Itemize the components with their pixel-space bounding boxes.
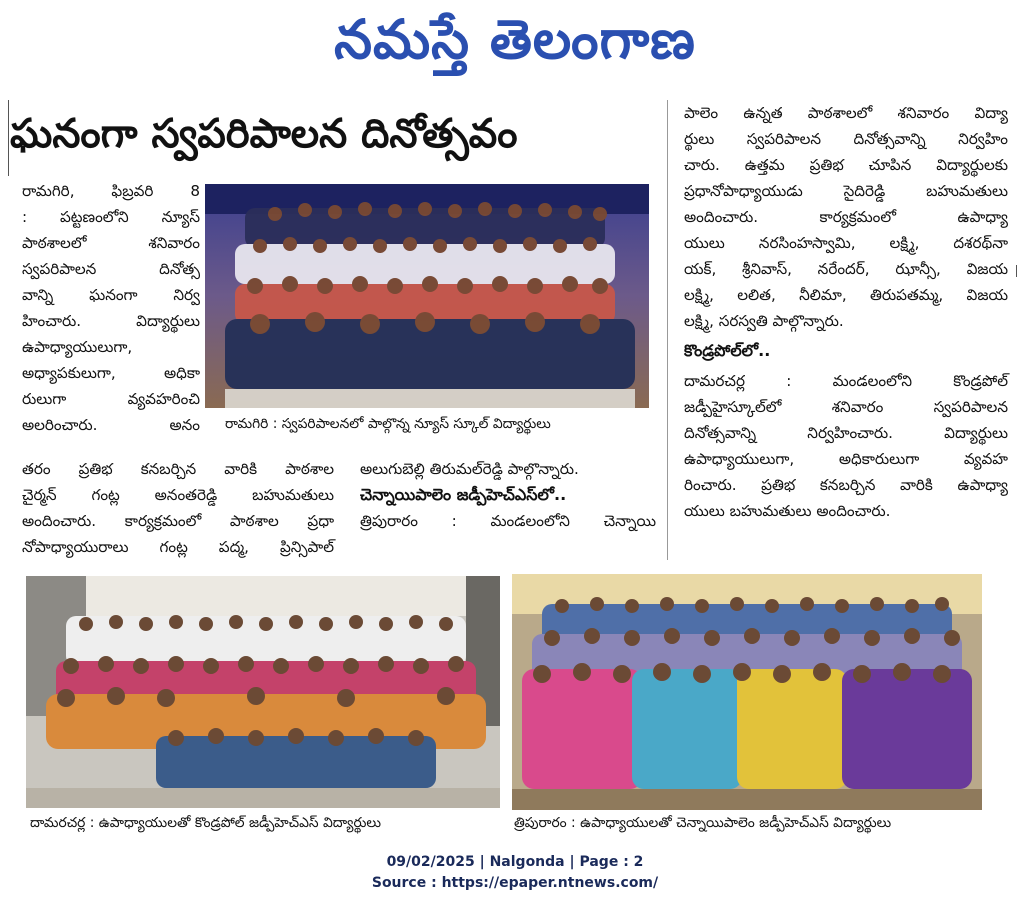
column-rule-left [8,100,9,176]
text-line: వాన్ని ఘనంగా నిర్వ [22,286,200,304]
text-line: తరం ప్రతిభ కనబర్చిన వారికి పాఠశాల [22,460,334,478]
text-line: అలరించారు. అనం [22,416,200,434]
text-line: అందించారు. కార్యక్రమంలో ఉపాధ్యా [684,208,1008,226]
newspaper-masthead: నమస్తే తెలంగాణ [334,7,696,71]
photo-ramagiri-students [205,184,649,408]
text-line: జడ్పీహైస్కూల్‌లో శనివారం స్వపరిపాలన [684,398,1008,416]
text-line: యులు బహుమతులు అందించారు. [684,502,891,520]
text-line: లక్ష్మి, లలిత, నీలిమా, తిరుపతమ్మ, విజయ [684,286,1008,304]
section-subhead-kondrapol: కొండ్రపోల్‌లో.. [684,341,771,360]
text-line: హించారు. విద్యార్థులు [22,312,200,330]
text-line: పాఠశాలలో శనివారం [22,234,200,252]
photo-chennaipalem-students [512,574,982,810]
text-line: యులు నరసింహస్వామి, లక్ష్మి, దశరథ్‌నా [684,234,1008,252]
text-line: పాలెం ఉన్నత పాఠశాలలో శనివారం విద్యా [684,104,1008,122]
article-column-middle [360,456,656,534]
caption-photo-top: రామగిరి : స్వపరిపాలనలో పాల్గొన్న న్యూస్ స్కూల్ విద్యార్థులు [225,416,551,432]
text-line: చైర్మన్ గంట్ల అనంతరెడ్డి బహుమతులు [22,486,334,504]
text-line: చారు. ఉత్తమ ప్రతిభ చూపిన విద్యార్థులకు [684,156,1008,174]
text-line: దినోత్సవాన్ని నిర్వహించారు. విద్యార్థులు [684,424,1008,442]
article-column-left [22,178,200,438]
text-line: లక్ష్మి, సరస్వతి పాల్గొన్నారు. [684,312,844,330]
photo-kondrapol-students [26,576,500,808]
text-line: రామగిరి, ఫిబ్రవరి 8 [22,182,200,200]
text-line: నోపాధ్యాయురాలు గంట్ల పద్మ, ప్రిన్సిపాల్ [22,538,334,556]
text-line: అధ్యాపకులుగా, అధికా [22,364,200,382]
article-column-left-continued [22,456,334,560]
text-line: అలుగుబెల్లి తిరుమల్‌రెడ్డి పాల్గొన్నారు. [360,460,579,478]
caption-photo-bottom-left: దామరచర్ల : ఉపాధ్యాయులతో కొండ్రపోల్ జడ్పీహెచ్ఎస్ విద్యార్థులు [30,815,381,831]
text-line: : పట్టణంలోని న్యూస్ [22,208,200,226]
text-line: రించారు. ప్రతిభ కనబర్చిన వారికి ఉపాధ్యా [684,476,1008,494]
article-headline: ఘనంగా స్వపరిపాలన దినోత్సవం [10,111,518,157]
column-rule-tick [1016,265,1017,277]
footer-date-edition: 09/02/2025 | Nalgonda | Page : 2 [386,854,644,870]
text-line: ఉపాధ్యాయులుగా, [22,338,133,356]
article-column-right [684,100,1008,524]
text-line: యక్, శ్రీనివాస్, నరేందర్, ఝాన్సీ, విజయ [684,260,1008,278]
text-line: త్రిపురారం : మండలంలోని చెన్నాయి [360,512,656,530]
text-line: అందించారు. కార్యక్రమంలో పాఠశాల ప్రధా [22,512,334,530]
text-line: ప్రధానోపాధ్యాయుడు సైదిరెడ్డి బహుమతులు [684,182,1008,200]
text-line: స్వపరిపాలన దినోత్స [22,260,200,278]
footer-source-link[interactable]: Source : https://epaper.ntnews.com/ [371,875,659,891]
text-line: ర్థులు స్వపరిపాలన దినోత్సవాన్ని నిర్వహిం [684,130,1008,148]
section-subhead-chennaipalem: చెన్నాయిపాలెం జడ్పీహెచ్ఎస్‌లో.. [360,485,567,504]
caption-photo-bottom-right: త్రిపురారం : ఉపాధ్యాయులతో చెన్నాయిపాలెం జడ్పీహెచ్ఎస్ విద్యార్థులు [514,815,892,831]
text-line: రులుగా వ్యవహరించి [22,390,200,408]
text-line: దామరచర్ల : మండలంలోని కొండ్రపోల్ [684,372,1008,390]
text-line: ఉపాధ్యాయులుగా, అధికారులుగా వ్యవహ [684,450,1008,468]
column-rule-right [667,100,668,560]
